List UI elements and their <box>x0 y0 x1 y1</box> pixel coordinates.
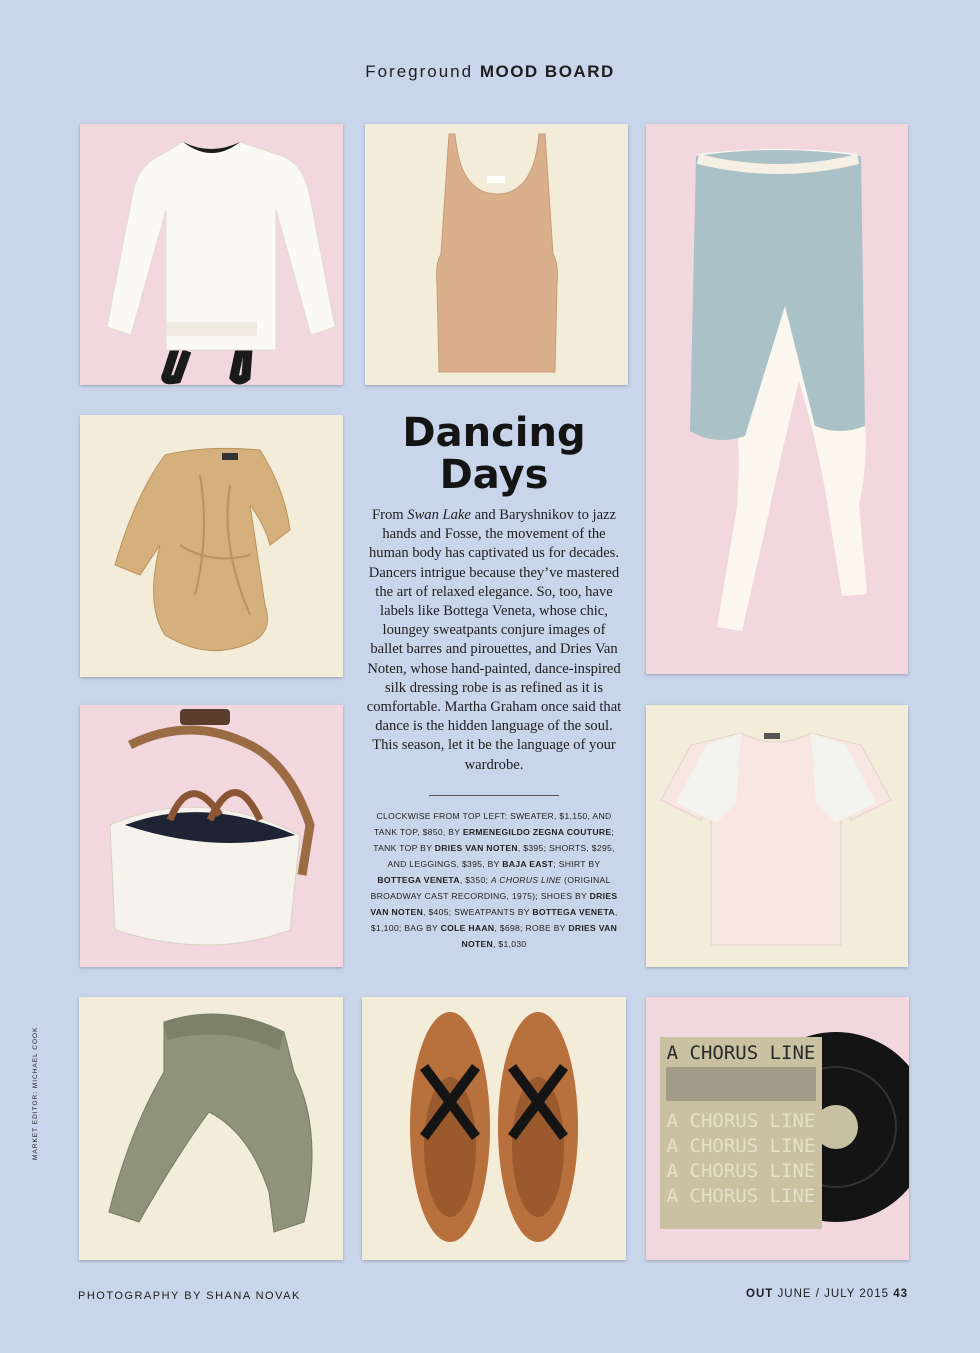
issue-date: JUNE / JULY 2015 <box>777 1288 889 1300</box>
credit-text-run: , $405; SWEATPANTS BY <box>423 906 533 917</box>
title-line-2: Days <box>439 452 549 498</box>
credit-text-run: A CHORUS LINE <box>490 874 562 885</box>
shirt-icon <box>646 705 908 967</box>
credit-text-run: BOTTEGA VENETA <box>532 906 615 917</box>
magazine-brand: OUT <box>746 1288 774 1300</box>
credit-text-run: ERMENEGILDO ZEGNA COUTURE <box>462 826 612 837</box>
credit-text-run: , $1,100; BAG BY <box>370 906 618 933</box>
market-editor-credit: MARKET EDITOR: MICHAEL COOK <box>32 1026 39 1160</box>
sweater-icon <box>80 124 343 385</box>
credit-text-run: , $350; <box>459 874 491 885</box>
tank-top-photo <box>365 124 628 385</box>
album-title-repeat: A CHORUS LINE <box>666 1185 816 1207</box>
shoes-photo <box>362 997 626 1260</box>
title-line-1: Dancing <box>402 410 586 456</box>
record-photo <box>646 997 909 1260</box>
body-text-run: From <box>371 507 408 523</box>
credit-text-run: DRIES VAN NOTEN <box>370 890 618 917</box>
leggings-icon <box>646 124 908 674</box>
sweatpants-icon <box>79 997 343 1260</box>
shoes-icon <box>362 997 626 1260</box>
article-body <box>366 506 622 775</box>
credit-text-run: BAJA EAST <box>502 858 554 869</box>
shirt-photo <box>646 705 908 967</box>
folio <box>746 1288 908 1300</box>
robe-icon <box>80 415 343 677</box>
divider <box>429 795 559 796</box>
article-title <box>362 412 626 496</box>
credit-text-run: ; SHIRT BY <box>553 858 601 869</box>
credit-text-run: BOTTEGA VENETA <box>377 874 460 885</box>
body-text-run: and Baryshnikov to jazz hands and Fosse, the movement of the human body has captivated us for decades. Dancers intrigue because they’ve mastered the art of relaxed elegance. So, too, have labels like Bottega Veneta, whose chic, loungey sweatpants conjure images of ballet barres and pirouettes, and Dries Van Noten, whose hand-painted, dance-inspired silk dressing robe is as refined as it is comfortable. Martha Graham once said that dance is the hidden language of the soul. This season, let it be the language of your wardrobe. <box>366 507 622 773</box>
bag-icon <box>80 705 343 967</box>
body-text-run: Swan Lake <box>407 507 471 523</box>
record-icon <box>646 997 909 1260</box>
tank-top-icon <box>365 124 628 385</box>
credit-text-run: DRIES VAN NOTEN <box>434 842 518 853</box>
credit-text-run: COLE HAAN <box>440 922 495 933</box>
column-label: MOOD BOARD <box>479 62 615 81</box>
section-header <box>0 62 980 82</box>
credit-text-run: (ORIGINAL BROADWAY CAST RECORDING, 1975); SHOES BY <box>370 874 611 901</box>
credit-text-run: DRIES VAN NOTEN <box>461 922 618 949</box>
credit-text-run: , $395; SHORTS, $295, AND LEGGINGS, $395, BY <box>387 842 615 869</box>
bag-photo <box>80 705 343 967</box>
page-number: 43 <box>893 1288 908 1300</box>
product-credits <box>368 808 620 952</box>
album-title-repeat: A CHORUS LINE <box>666 1135 816 1157</box>
album-title-repeat: A CHORUS LINE <box>666 1110 816 1132</box>
album-title: A CHORUS LINE <box>666 1042 816 1064</box>
sweatpants-photo <box>79 997 343 1260</box>
credit-text-run: CLOCKWISE FROM TOP LEFT: SWEATER, $1,150, AND TANK TOP, $850, BY <box>373 810 612 837</box>
credit-text-run: , $698; ROBE BY <box>494 922 569 933</box>
sweater-photo <box>80 124 343 385</box>
robe-photo <box>80 415 343 677</box>
section-label: Foreground <box>365 62 474 81</box>
album-title-repeat: A CHORUS LINE <box>666 1160 816 1182</box>
photography-credit: PHOTOGRAPHY BY SHANA NOVAK <box>78 1290 301 1302</box>
credit-text-run: ; TANK TOP BY <box>373 826 615 853</box>
article <box>362 412 626 952</box>
leggings-photo <box>646 124 908 674</box>
credit-text-run: , $1,030 <box>493 938 527 949</box>
